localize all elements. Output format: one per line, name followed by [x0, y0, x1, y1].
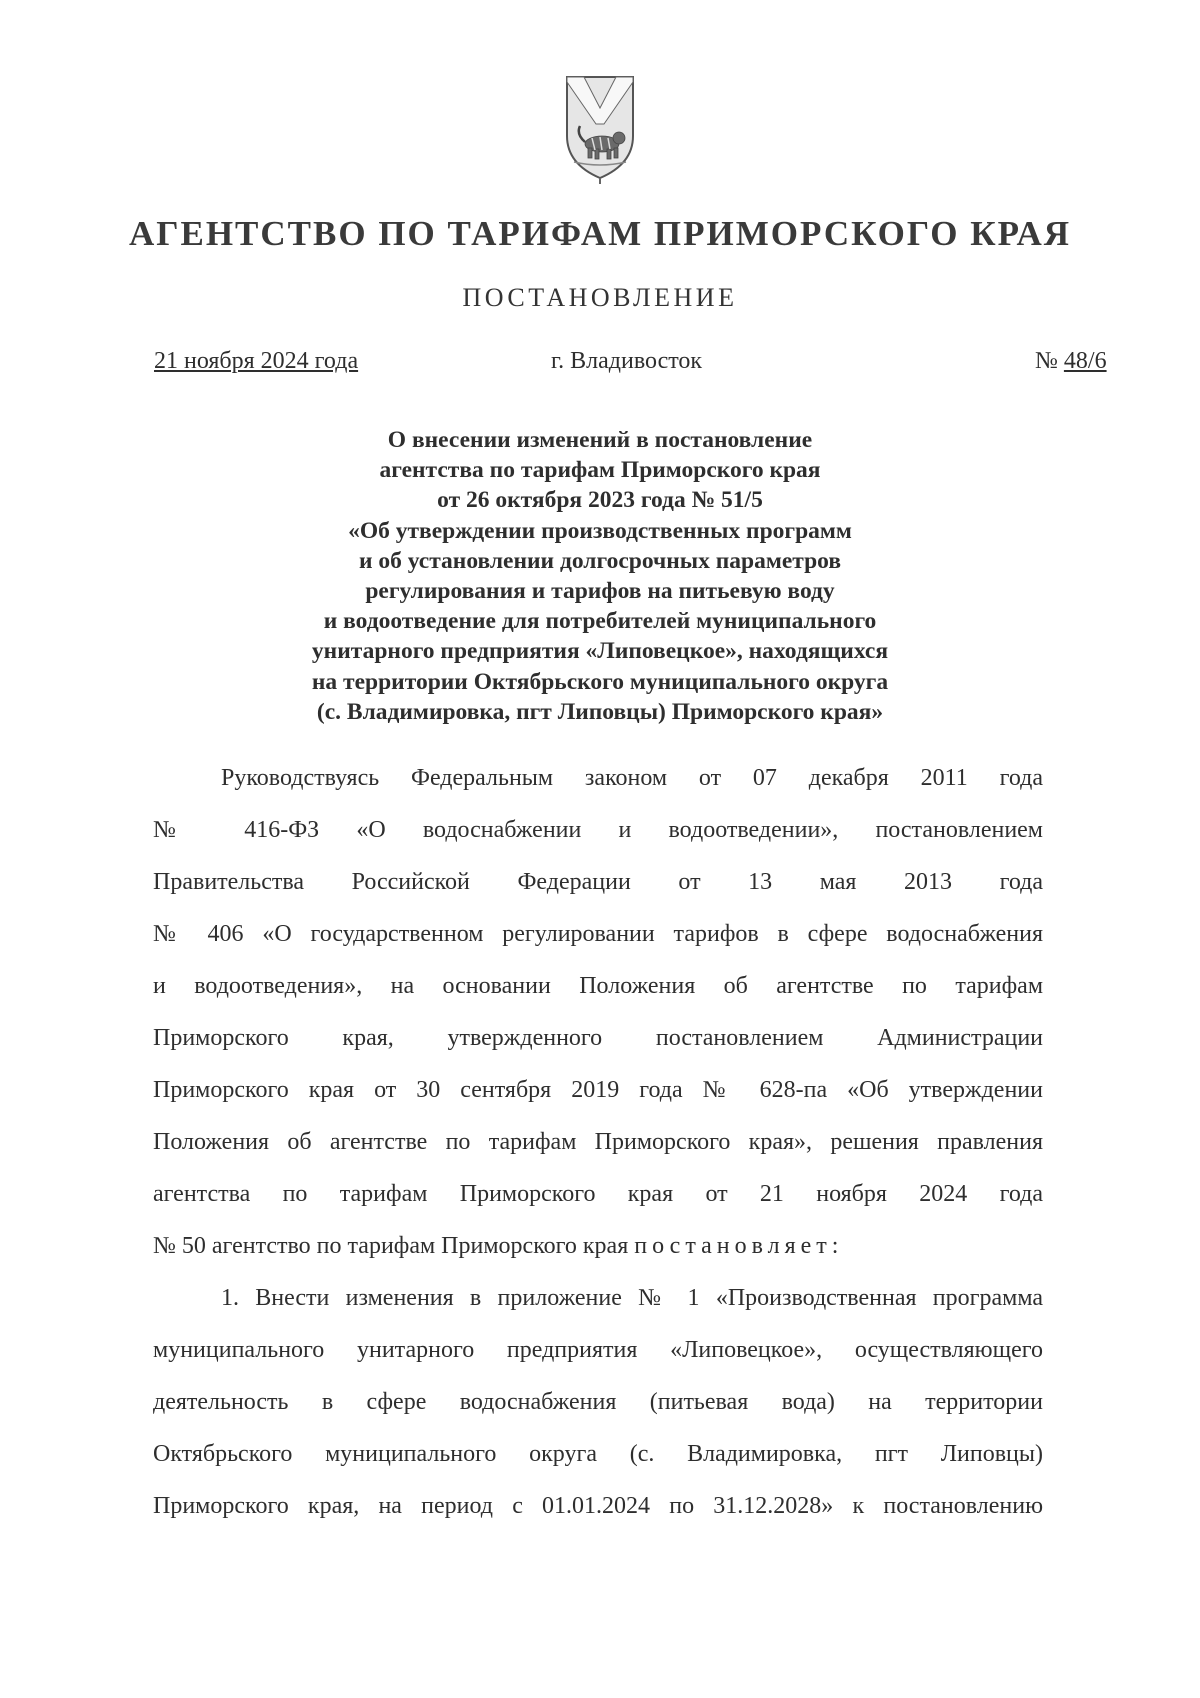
agency-title: АГЕНТСТВО ПО ТАРИФАМ ПРИМОРСКОГО КРАЯ [128, 214, 1072, 253]
paragraph-line-last [153, 1220, 1043, 1272]
paragraph-line: и водоотведения», на основании Положения об агентстве по тарифам [153, 973, 1043, 999]
document-type: ПОСТАНОВЛЕНИЕ [462, 283, 738, 312]
paragraph-line: Приморского края, на период с 01.01.2024 по 31.12.2028» к постановлению [153, 1493, 1043, 1519]
number-sign: № [1035, 348, 1058, 374]
preamble-last-text: № 50 агентство по тарифам Приморского края [153, 1233, 629, 1259]
subject-line: (с. Владимировка, пгт Липовцы) Приморского края» [316, 698, 884, 725]
document-city: г. Владивосток [551, 348, 703, 374]
coat-of-arms-icon [564, 74, 636, 186]
subject-line: агентства по тарифам Приморского края [379, 457, 821, 484]
paragraph-line: Приморского края от 30 сентября 2019 года № 628-па «Об утверждении [153, 1077, 1043, 1103]
paragraph-line: № 406 «О государственном регулировании тарифов в сфере водоснабжения [153, 921, 1043, 947]
subject-line: О внесении изменений в постановление [387, 427, 813, 453]
subject-line: на территории Октябрьского муниципального округа [311, 668, 889, 695]
document-subject [150, 425, 1050, 727]
paragraph-line: Приморского края, утвержденного постановлением Администрации [153, 1025, 1043, 1051]
paragraph-line: Октябрьского муниципального округа (с. Владимировка, пгт Липовцы) [153, 1441, 1043, 1467]
subject-line: регулирования и тарифов на питьевую воду [365, 578, 835, 605]
document-date: 21 ноября 2024 года [154, 348, 359, 374]
subject-line: и об установлении долгосрочных параметров [358, 547, 842, 574]
paragraph-line: Правительства Российской Федерации от 13 мая 2013 года [153, 869, 1043, 895]
subject-line: и водоотведение для потребителей муниципального [323, 608, 877, 635]
subject-line: «Об утверждении производственных программ [348, 517, 852, 544]
paragraph-line: Положения об агентстве по тарифам Приморского края», решения правления [153, 1129, 1043, 1155]
paragraph-line: № 416-ФЗ «О водоснабжении и водоотведении», постановлением [153, 817, 1043, 843]
paragraph-line: деятельность в сфере водоснабжения (питьевая вода) на территории [153, 1389, 1043, 1415]
number-value: 48/6 [1063, 348, 1107, 374]
paragraph-line: Руководствуясь Федеральным законом от 07 декабря 2011 года [221, 765, 1043, 791]
resolves-word: постановляет: [634, 1233, 844, 1259]
subject-line: от 26 октября 2023 года № 51/5 [437, 487, 763, 514]
document-number [1035, 348, 1107, 375]
paragraph-line: 1. Внести изменения в приложение № 1 «Производственная программа [221, 1285, 1043, 1311]
paragraph-line: муниципального унитарного предприятия «Липовецкое», осуществляющего [153, 1337, 1043, 1363]
preamble-paragraph [153, 752, 1043, 1272]
paragraph-line: агентства по тарифам Приморского края от 21 ноября 2024 года [153, 1181, 1043, 1207]
subject-line: унитарного предприятия «Липовецкое», находящихся [311, 638, 889, 665]
item-1-paragraph [153, 1272, 1043, 1532]
